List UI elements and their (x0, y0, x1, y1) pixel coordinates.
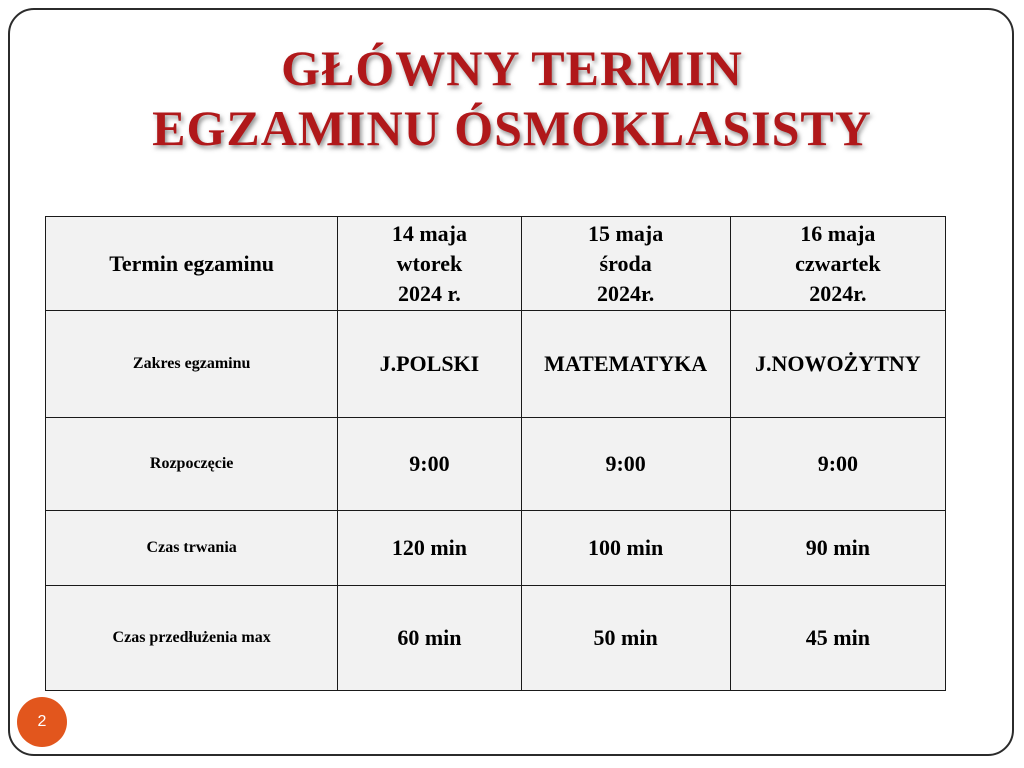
table-header-row (46, 217, 946, 311)
header-label-cell: Termin egzaminu (46, 217, 338, 311)
date-day: 15 maja (588, 220, 664, 246)
table-cell: 45 min (730, 586, 945, 691)
table-cell: 9:00 (338, 418, 521, 511)
header-date-cell (730, 217, 945, 311)
header-date-cell (338, 217, 521, 311)
date-year: 2024r. (597, 280, 655, 306)
date-weekday: wtorek (396, 250, 463, 276)
table-cell: 60 min (338, 586, 521, 691)
table-cell: J.POLSKI (338, 311, 521, 418)
table-cell: 9:00 (521, 418, 730, 511)
table-cell: J.NOWOŻYTNY (730, 311, 945, 418)
page-number-badge: 2 (17, 697, 67, 747)
date-weekday: czwartek (795, 250, 881, 276)
date-weekday: środa (599, 250, 652, 276)
date-day: 14 maja (391, 220, 467, 246)
date-day: 16 maja (800, 220, 876, 246)
row-label-cell: Czas trwania (46, 511, 338, 586)
exam-schedule-table (45, 216, 946, 691)
title-line-2: EGZAMINU ÓSMOKLASISTY (152, 100, 872, 156)
table-row (46, 511, 946, 586)
slide-title (0, 38, 1024, 158)
table-cell: 90 min (730, 511, 945, 586)
table-cell: 120 min (338, 511, 521, 586)
table-cell: 50 min (521, 586, 730, 691)
table-cell: MATEMATYKA (521, 311, 730, 418)
date-year: 2024 r. (398, 280, 461, 306)
table-row (46, 311, 946, 418)
table-row (46, 418, 946, 511)
title-line-1: GŁÓWNY TERMIN (281, 40, 743, 96)
row-label-cell: Rozpoczęcie (46, 418, 338, 511)
header-date-cell (521, 217, 730, 311)
table-row (46, 586, 946, 691)
row-label-cell: Czas przedłużenia max (46, 586, 338, 691)
table-cell: 9:00 (730, 418, 945, 511)
table-cell: 100 min (521, 511, 730, 586)
date-year: 2024r. (809, 280, 867, 306)
row-label-cell: Zakres egzaminu (46, 311, 338, 418)
